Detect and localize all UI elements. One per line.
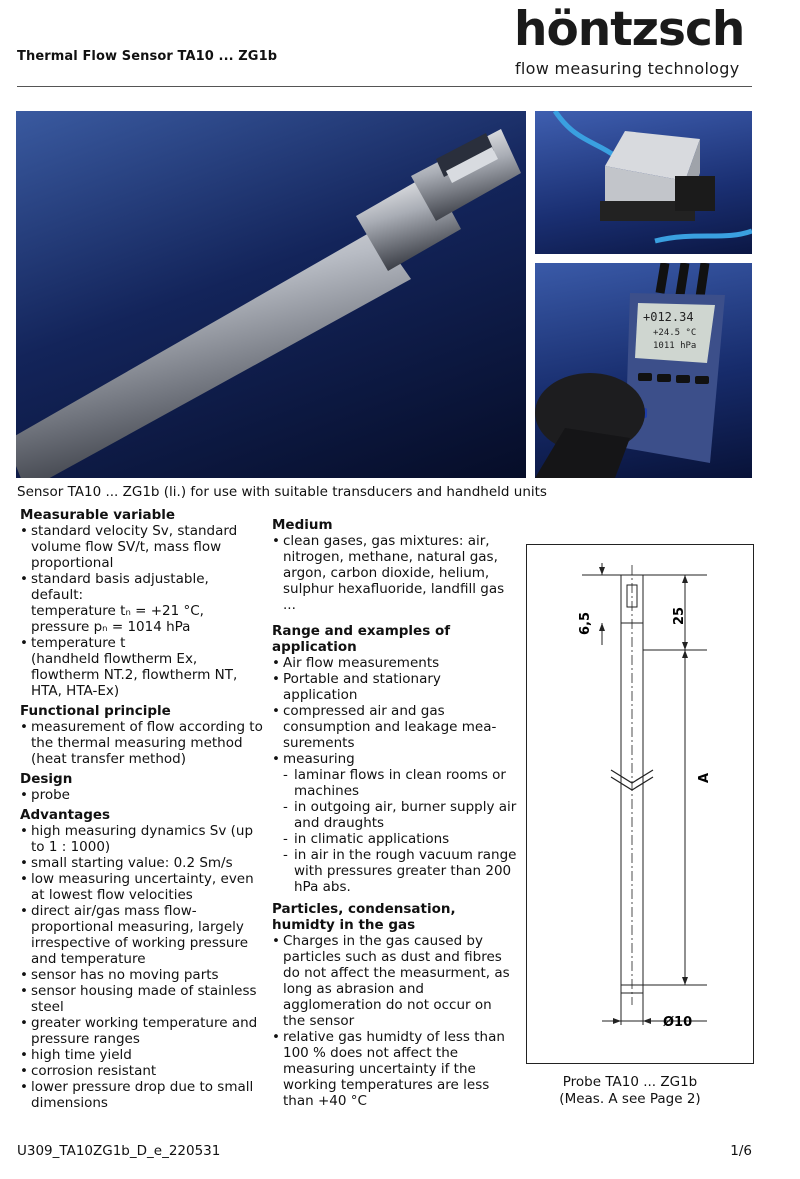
measurable-variable-list bbox=[20, 523, 265, 699]
default-temperature: temperature tₙ = +21 °C, bbox=[31, 603, 204, 619]
temperature-label: temperature t bbox=[31, 635, 126, 651]
sub-list-item: - in climatic applications bbox=[283, 831, 517, 847]
heading-advantages: Advantages bbox=[20, 807, 111, 823]
probe-photo bbox=[16, 111, 526, 478]
list-item: • measurement of flow according to the thermal measuring method (heat transfer method) bbox=[20, 719, 265, 767]
medium-list bbox=[272, 533, 517, 613]
list-item: • high time yield bbox=[20, 1047, 265, 1063]
list-item: • greater working temperature and pressure ranges bbox=[20, 1015, 265, 1047]
measuring-label: measuring bbox=[283, 751, 355, 767]
document-id: U309_TA10ZG1b_D_e_220531 bbox=[17, 1143, 221, 1159]
list-item bbox=[272, 751, 517, 895]
transducer-illustration bbox=[535, 111, 752, 254]
dimension-6-5-label: 6,5 bbox=[578, 611, 593, 635]
list-item: • probe bbox=[20, 787, 265, 803]
handheld-pressure: 1011 hPa bbox=[653, 341, 697, 351]
handheld-reading: +012.34 bbox=[643, 310, 694, 324]
drawing-caption-line-1: Probe TA10 ... ZG1b bbox=[562, 1074, 698, 1090]
sub-list-item: - in outgoing air, burner supply air and draughts bbox=[283, 799, 517, 831]
sub-list-item: - laminar flows in clean rooms or machines bbox=[283, 767, 517, 799]
sub-list-item: - in air in the rough vacuum range with pressures greater than 200 hPa abs. bbox=[283, 847, 517, 895]
hontzsch-logo bbox=[510, 2, 760, 82]
advantages-list bbox=[20, 823, 265, 1111]
dimension-diameter-label: Ø10 bbox=[663, 1015, 693, 1030]
list-item: • sensor has no moving parts bbox=[20, 967, 265, 983]
heading-particles: Particles, condensation, humidty in the gas bbox=[272, 901, 456, 933]
list-item: • sensor housing made of stainless steel bbox=[20, 983, 265, 1015]
handheld-illustration bbox=[535, 263, 752, 478]
column-left bbox=[20, 507, 265, 1111]
list-item bbox=[20, 635, 265, 699]
drawing-caption bbox=[545, 1074, 715, 1108]
heading-medium: Medium bbox=[272, 517, 333, 533]
heading-range: Range and examples of application bbox=[272, 623, 451, 655]
list-item bbox=[20, 571, 265, 635]
probe-illustration bbox=[16, 111, 526, 478]
list-item: • Charges in the gas caused by particles such as dust and fibres do not affect the measurment, as long as abrasion and agglomeration do not occur on the sensor bbox=[272, 933, 517, 1029]
list-item: • Portable and stationary application bbox=[272, 671, 517, 703]
handheld-temp: +24.5 °C bbox=[653, 328, 697, 338]
list-item: • standard velocity Sv, standard volume flow SV/t, mass flow proportional bbox=[20, 523, 265, 571]
probe-dimension-drawing bbox=[527, 545, 753, 1063]
list-item: • corrosion resistant bbox=[20, 1063, 265, 1079]
measuring-sub-list bbox=[283, 767, 517, 895]
design-list bbox=[20, 787, 265, 803]
column-middle bbox=[272, 517, 517, 1109]
list-item: • compressed air and gas consumption and leakage mea-surements bbox=[272, 703, 517, 751]
heading-functional-principle: Functional principle bbox=[20, 703, 171, 719]
photo-caption: Sensor TA10 ... ZG1b (li.) for use with suitable transducers and handheld units bbox=[17, 484, 547, 500]
drawing-caption-line-2: (Meas. A see Page 2) bbox=[559, 1091, 701, 1107]
default-pressure: pressure pₙ = 1014 hPa bbox=[31, 619, 191, 635]
list-item: • low measuring uncertainty, even at lowest flow velocities bbox=[20, 871, 265, 903]
header-divider bbox=[17, 86, 752, 87]
transducer-photo bbox=[535, 111, 752, 254]
functional-principle-list bbox=[20, 719, 265, 767]
logo-tagline: flow measuring technology bbox=[515, 59, 740, 78]
particles-list bbox=[272, 933, 517, 1109]
list-item: • relative gas humidty of less than 100 % does not affect the measuring uncertainty if the working temperatures are less than +40 °C bbox=[272, 1029, 517, 1109]
heading-measurable-variable: Measurable variable bbox=[20, 507, 176, 523]
page-number: 1/6 bbox=[730, 1143, 752, 1159]
list-item: • lower pressure drop due to small dimensions bbox=[20, 1079, 265, 1111]
default-basis-label: standard basis adjustable, default: bbox=[31, 571, 209, 603]
list-item: • high measuring dynamics Sv (up to 1 : 1000) bbox=[20, 823, 265, 855]
handheld-photo bbox=[535, 263, 752, 478]
document-title: Thermal Flow Sensor TA10 ... ZG1b bbox=[17, 49, 278, 64]
dimension-a-label: A bbox=[697, 772, 712, 783]
temperature-devices: (handheld flowtherm Ex, flowtherm NT.2, flowtherm NT, HTA, HTA-Ex) bbox=[31, 651, 238, 699]
logo-wordmark: höntzsch bbox=[514, 2, 745, 57]
probe-drawing-frame bbox=[526, 544, 754, 1064]
list-item: • clean gases, gas mixtures: air, nitrogen, methane, natural gas, argon, carbon dioxide, helium, sulphur hexafluoride, landfill gas ... bbox=[272, 533, 517, 613]
list-item: • direct air/gas mass flow-proportional measuring, largely irrespective of working pressure and temperature bbox=[20, 903, 265, 967]
list-item: • small starting value: 0.2 Sm/s bbox=[20, 855, 265, 871]
list-item: • Air flow measurements bbox=[272, 655, 517, 671]
dimension-25-label: 25 bbox=[672, 606, 687, 625]
heading-design: Design bbox=[20, 771, 73, 787]
range-list bbox=[272, 655, 517, 895]
